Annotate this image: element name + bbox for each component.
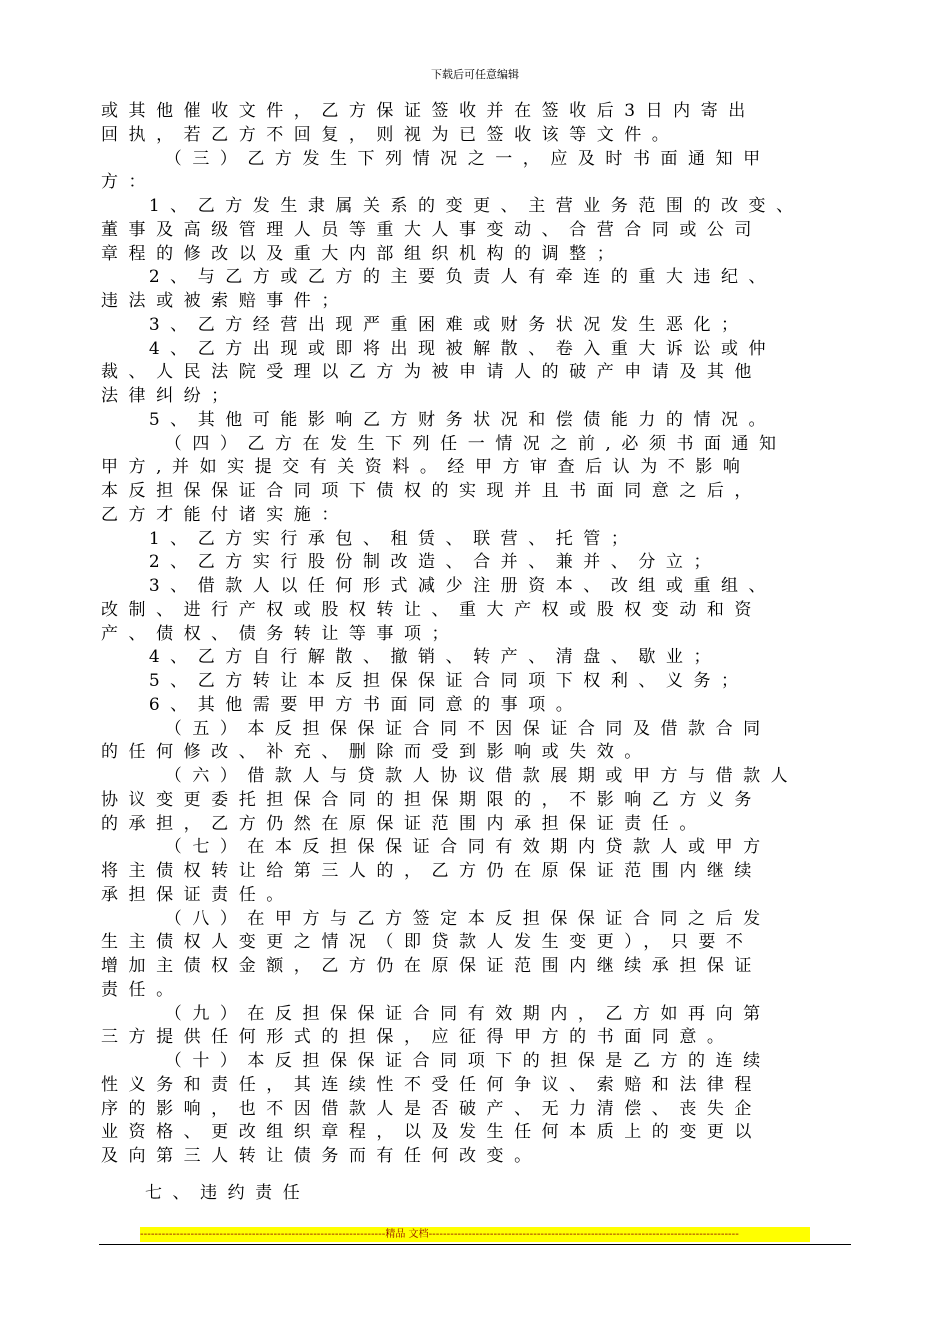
text-line: 方： (101, 172, 157, 193)
text-line: 4、乙方自行解散、撤销、转产、清盘、歇业； (101, 647, 721, 668)
text-line: 承担保证责任。 (101, 884, 294, 905)
text-line: 本反担保保证合同项下债权的实现并且书面同意之后， (101, 481, 762, 501)
footer-banner (140, 1227, 810, 1242)
text-line: （六）借款人与贷款人协议借款展期或甲方与借款人 (101, 766, 799, 786)
text-line: （五）本反担保保证合同不因保证合同及借款合同 (101, 718, 771, 739)
text-line: （七）在本反担保保证合同有效期内贷款人或甲方 (101, 837, 771, 858)
text-line: 增加主债权金额，乙方仍在原保证范围内继续承担保证 (101, 956, 762, 976)
text-line: 责任。 (101, 979, 184, 1000)
text-line: 违法或被索赔事件； (101, 291, 349, 311)
text-line: 回执，若乙方不回复，则视为已签收该等文件。 (101, 124, 680, 145)
document-body (101, 100, 869, 1169)
text-line: （三）乙方发生下列情况之一，应及时书面通知甲 (101, 148, 771, 169)
text-line: 3、借款人以任何形式减少注册资本、改组或重组、 (101, 576, 777, 596)
footer-left-dashes: -------------------------------------------------------------------- (140, 1229, 386, 1240)
text-line: 3、乙方经营出现严重困难或财务状况发生恶化； (101, 314, 749, 335)
text-line: 5、其他可能影响乙方财务状况和偿债能力的情况。 (101, 409, 777, 430)
text-line: （八）在甲方与乙方签定本反担保保证合同之后发 (101, 908, 771, 929)
text-line: 4、乙方出现或即将出现被解散、卷入重大诉讼或仲 (101, 338, 777, 359)
text-line: 序的影响，也不因借款人是否破产、无力清偿、丧失企 (101, 1098, 762, 1119)
footer-rule (99, 1244, 851, 1245)
text-line: 5、乙方转让本反担保保证合同项下权利、义务； (101, 671, 749, 691)
text-line: 裁、人民法院受理以乙方为被申请人的破产申请及其他 (101, 362, 762, 383)
text-line: 的承担，乙方仍然在原保证范围内承担保证责任。 (101, 813, 707, 834)
text-line: 及向第三人转让债务而有任何改变。 (101, 1146, 542, 1166)
text-line: 将主债权转让给第三人的，乙方仍在原保证范围内继续 (101, 861, 762, 881)
text-line: 生主债权人变更之情况（即贷款人发生变更），只要不 (101, 932, 754, 953)
text-line: 2、与乙方或乙方的主要负责人有牵连的重大违纪、 (101, 267, 777, 288)
text-line: 2、乙方实行股份制改造、合并、兼并、分立； (101, 552, 721, 573)
section-heading: 七、违约责任 (145, 1183, 311, 1203)
text-line: 性义务和责任，其连续性不受任何争议、索赔和法律程 (101, 1074, 762, 1095)
text-line: 法律纠纷； (101, 386, 239, 406)
text-line: （九）在反担保保证合同有效期内，乙方如再向第 (101, 1003, 771, 1024)
text-line: （十）本反担保保证合同项下的担保是乙方的连续 (101, 1051, 771, 1071)
text-line: 改制、进行产权或股权转让、重大产权或股权变动和资 (101, 599, 762, 620)
text-line: 业资格、更改组织章程，以及发生任何本质上的变更以 (101, 1122, 762, 1143)
page-header: 下载后可任意编辑 (431, 68, 519, 81)
text-line: 董事及高级管理人员等重大人事变动、合营合同或公司 (101, 219, 762, 240)
text-line: 1、乙方发生隶属关系的变更、主营业务范围的改变、 (101, 196, 804, 216)
text-line: 1、乙方实行承包、租赁、联营、托管； (101, 528, 639, 549)
text-line: 的任何修改、补充、删除而受到影响或失效。 (101, 742, 652, 763)
text-line: 产、债权、债务转让等事项； (101, 623, 460, 644)
text-line: 甲方,并如实提交有关资料。经甲方审查后认为不影响 (101, 457, 751, 478)
text-line: （四）乙方在发生下列任一情况之前,必须书面通知 (101, 433, 787, 454)
footer-right-dashes: -------------------------------------------------------------------------------------- (428, 1229, 739, 1240)
text-line: 章程的修改以及重大内部组织机构的调整； (101, 243, 625, 264)
text-line: 乙方才能付诸实施： (101, 504, 349, 525)
text-line: 三方提供任何形式的担保，应征得甲方的书面同意。 (101, 1027, 735, 1048)
text-line: 或其他催收文件，乙方保证签收并在签收后3日内寄出 (101, 101, 756, 121)
footer-label: 精品 文档 (385, 1229, 429, 1240)
text-line: 协议变更委托担保合同的担保期限的，不影响乙方义务 (101, 789, 762, 810)
text-line: 6、其他需要甲方书面同意的事项。 (101, 694, 584, 715)
